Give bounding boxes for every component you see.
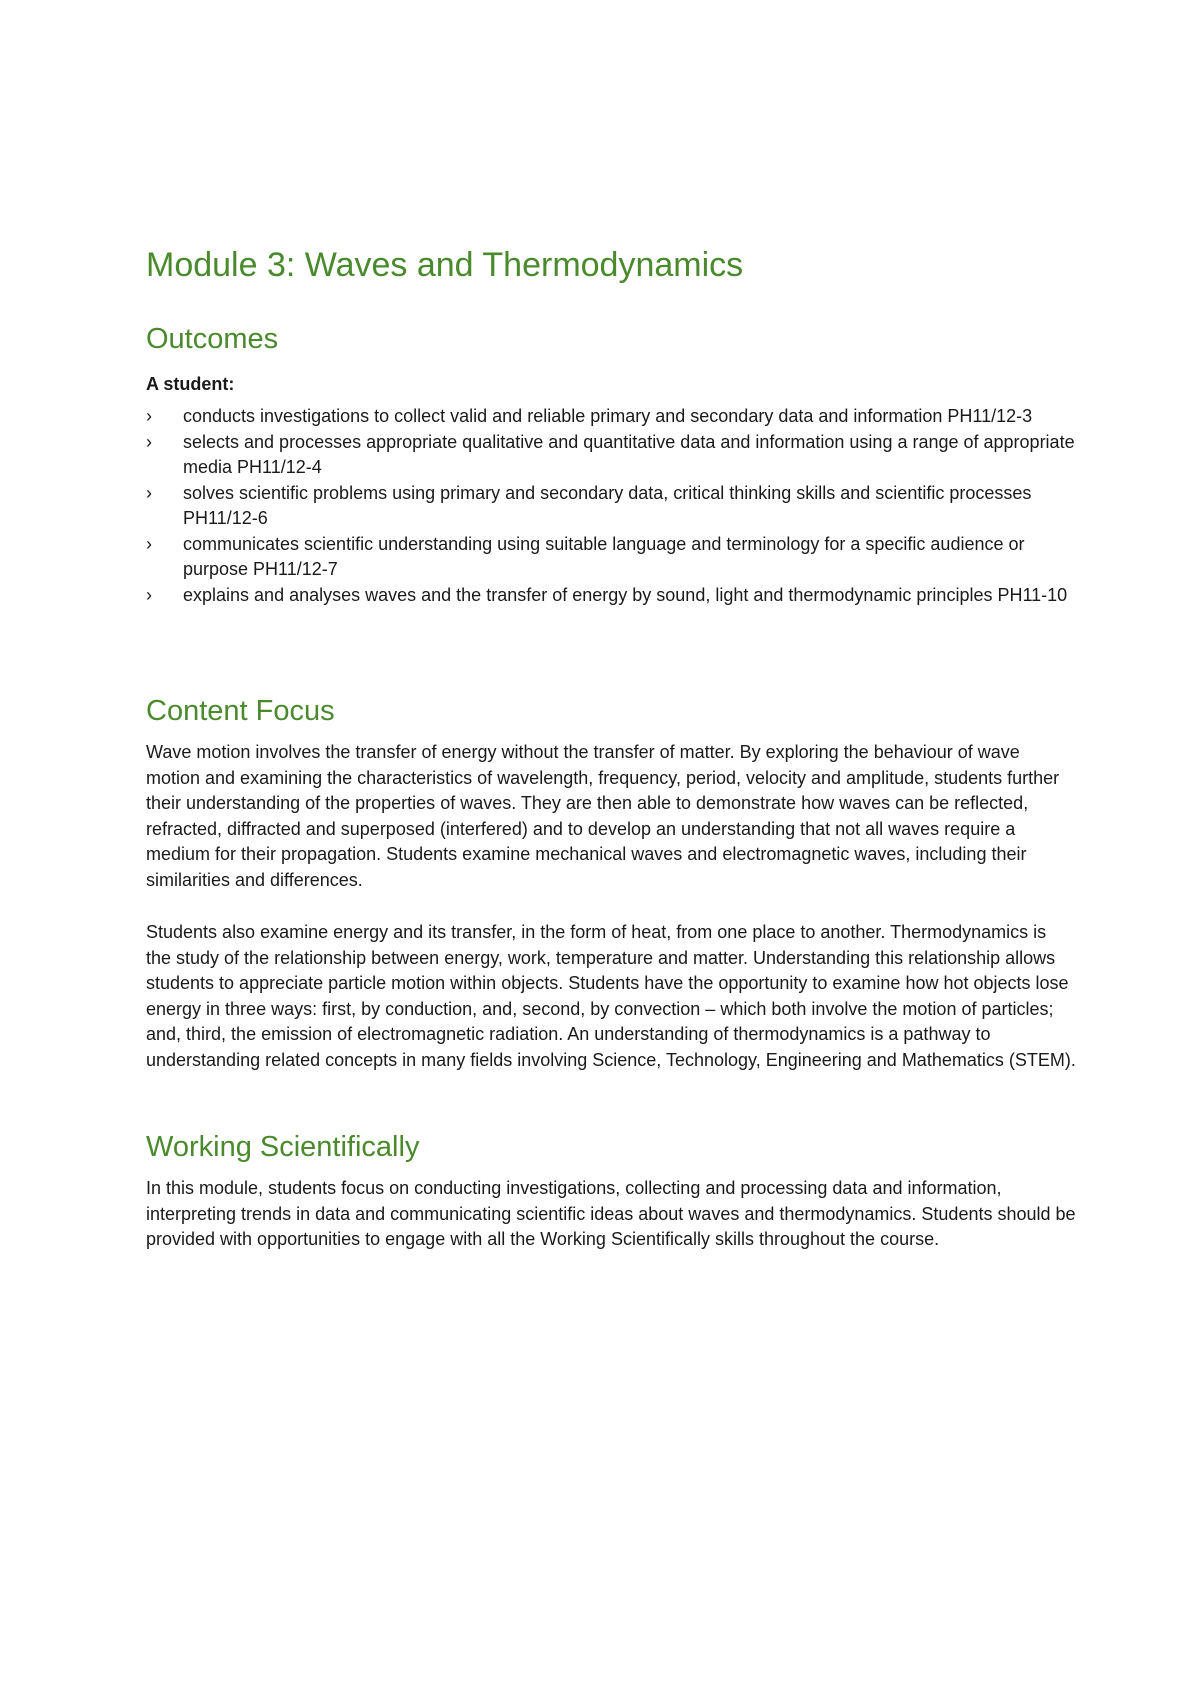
working-scientifically-heading: Working Scientifically: [146, 1131, 420, 1163]
outcomes-heading: Outcomes: [146, 323, 279, 355]
outcome-text: conducts investigations to collect valid and reliable primary and secondary data and information PH11/12-3: [183, 406, 1033, 426]
chevron-right-icon: ›: [146, 406, 152, 426]
chevron-right-icon: ›: [146, 431, 152, 452]
list-item: [146, 430, 1076, 481]
content-focus-paragraph-2: Students also examine energy and its transfer, in the form of heat, from one place to another. Thermodynamics is the study of the relationship between energy, work, temperature and matter. Understanding this relationship allows students to appreciate particle motion within objects. Students have the opportunity to examine how hot objects lose energy in three ways: first, by conduction, and, second, by convection – which both involve the motion of particles; and, third, the emission of electromagnetic radiation. An understanding of thermodynamics is a pathway to understanding related concepts in many fields involving Science, Technology, Engineering and Mathematics (STEM).: [146, 922, 1076, 1070]
list-item: [146, 583, 1076, 609]
outcome-text: communicates scientific understanding using suitable language and terminology for a specific audience or purpose PH11/12-7: [183, 533, 1025, 579]
working-scientifically-paragraph: In this module, students focus on conducting investigations, collecting and processing data and information, interpreting trends in data and communicating scientific ideas about waves and thermodynamics. Students should be provided with opportunities to engage with all the Working Scientifically skills throughout the course.: [146, 1178, 1076, 1249]
outcome-text: solves scientific problems using primary and secondary data, critical thinking skills and scientific processes PH11/12-6: [183, 482, 1032, 528]
content-focus-paragraph-1: Wave motion involves the transfer of energy without the transfer of matter. By exploring the behaviour of wave motion and examining the characteristics of wavelength, frequency, period, velocity and amplitude, students further their understanding of the properties of waves. They are then able to demonstrate how waves can be reflected, refracted, diffracted and superposed (interfered) and to develop an understanding that not all waves require a medium for their propagation. Students examine mechanical waves and electromagnetic waves, including their similarities and differences.: [146, 742, 1060, 890]
outcomes-list: [146, 404, 1076, 608]
chevron-right-icon: ›: [146, 533, 152, 554]
list-item: [146, 481, 1076, 532]
chevron-right-icon: ›: [146, 584, 152, 605]
list-item: [146, 404, 1076, 430]
student-label: A student:: [146, 374, 235, 394]
content-focus-heading: Content Focus: [146, 695, 335, 727]
outcome-text: explains and analyses waves and the transfer of energy by sound, light and thermodynamic principles PH11-10: [183, 584, 1068, 605]
chevron-right-icon: ›: [146, 482, 152, 503]
list-item: [146, 532, 1076, 583]
page-title: Module 3: Waves and Thermodynamics: [146, 246, 744, 284]
outcome-text: selects and processes appropriate qualitative and quantitative data and information using a range of appropriate media PH11/12-4: [183, 431, 1075, 477]
